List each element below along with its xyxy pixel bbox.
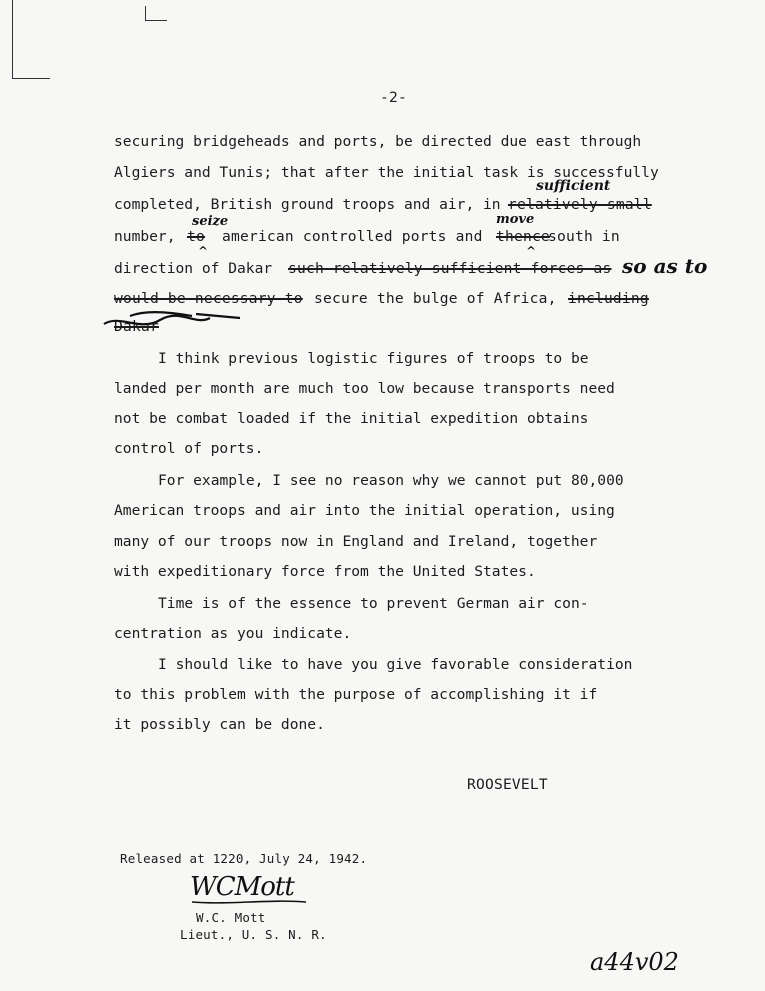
para2-line4: with expeditionary force from the United States. xyxy=(114,563,536,580)
signature-roosevelt: ROOSEVELT xyxy=(467,776,548,793)
officer-handwritten-signature: WCMott xyxy=(190,872,294,902)
archive-number: a44v02 xyxy=(590,948,679,976)
para2-line3: many of our troops now in England and Ireland, together xyxy=(114,533,598,550)
handwritten-sufficient: sufficient xyxy=(536,178,611,194)
handwritten-so-as-to: so as to xyxy=(622,254,708,278)
para4-line3: it possibly can be done. xyxy=(114,716,325,733)
para1-line3: not be combat loaded if the initial expedition obtains xyxy=(114,410,589,427)
page-number: -2- xyxy=(380,89,407,106)
scribble-mark xyxy=(100,306,250,336)
para2-line2: American troops and air into the initial operation, using xyxy=(114,502,615,519)
margin-mark-1 xyxy=(12,0,13,78)
para1-line1: I think previous logistic figures of troops to be xyxy=(158,350,589,367)
body-line-5: direction of Dakar xyxy=(114,260,273,277)
body-line-4-mid: american controlled ports and xyxy=(222,228,483,245)
margin-mark-2 xyxy=(12,78,50,79)
release-note: Released at 1220, July 24, 1942. xyxy=(120,851,368,866)
signature-underline xyxy=(190,898,310,906)
body-line-6: secure the bulge of Africa, xyxy=(314,290,557,307)
para4-line1: I should like to have you give favorable consideration xyxy=(158,656,633,673)
handwritten-move: move xyxy=(496,212,535,227)
struck-would-be-necessary: would be necessary to xyxy=(114,290,303,307)
para3-line1: Time is of the essence to prevent German air con- xyxy=(158,595,589,612)
para1-line4: control of ports. xyxy=(114,440,264,457)
document-page: -2- securing bridgeheads and ports, be directed due east through Algiers and Tunis; that after the initial task is successfully sufficient completed, British ground troops and air, in relatively small seize move number, to american controlled ports and thence south in ^ ^ direction of Dakar such relatively sufficient forces as so as to would be necessary to secure the bulge of Africa, including Dakar I think previous logistic figures of troops to be landed per month are much too low because transports need not be combat loaded if the initial expedition obtains control of ports. For example, I see no reason why we cannot put 80,000 American troops and air into the initial operation, using many of our troops now in England and Ireland, together with expeditionary force from the United States. Time is of the essence to prevent German air con- centration as you indicate. I should like to have you give favorable consideration to this problem with the purpose of accomplishing it if it possibly can be done. ROOSEVELT Released at 1220, July 24, 1942. WCMott W.C. Mott Lieut., U. S. N. R. a44v02 xyxy=(0,0,765,991)
margin-mark-4 xyxy=(145,20,167,21)
struck-thence: thence xyxy=(496,228,550,245)
margin-mark-3 xyxy=(145,6,146,20)
body-line-2: Algiers and Tunis; that after the initial task is successfully xyxy=(114,164,659,181)
struck-dakar: Dakar xyxy=(114,318,159,335)
struck-relatively-small: relatively small xyxy=(508,196,652,213)
struck-including: including xyxy=(568,290,649,307)
para2-line1: For example, I see no reason why we cannot put 80,000 xyxy=(158,472,624,489)
officer-rank: Lieut., U. S. N. R. xyxy=(180,927,327,942)
struck-to: to xyxy=(187,228,205,245)
para3-line2: centration as you indicate. xyxy=(114,625,352,642)
para4-line2: to this problem with the purpose of accomplishing it if xyxy=(114,686,598,703)
body-line-1: securing bridgeheads and ports, be directed due east through xyxy=(114,133,642,150)
body-line-3: completed, British ground troops and air, in xyxy=(114,196,501,213)
struck-sufficient-forces: such relatively sufficient forces as xyxy=(288,260,612,277)
body-line-4-end: south in xyxy=(548,228,620,245)
para1-line2: landed per month are much too low because transports need xyxy=(114,380,615,397)
handwritten-seize: seize xyxy=(192,214,229,229)
officer-name: W.C. Mott xyxy=(196,910,266,925)
body-line-4-start: number, xyxy=(114,228,176,245)
